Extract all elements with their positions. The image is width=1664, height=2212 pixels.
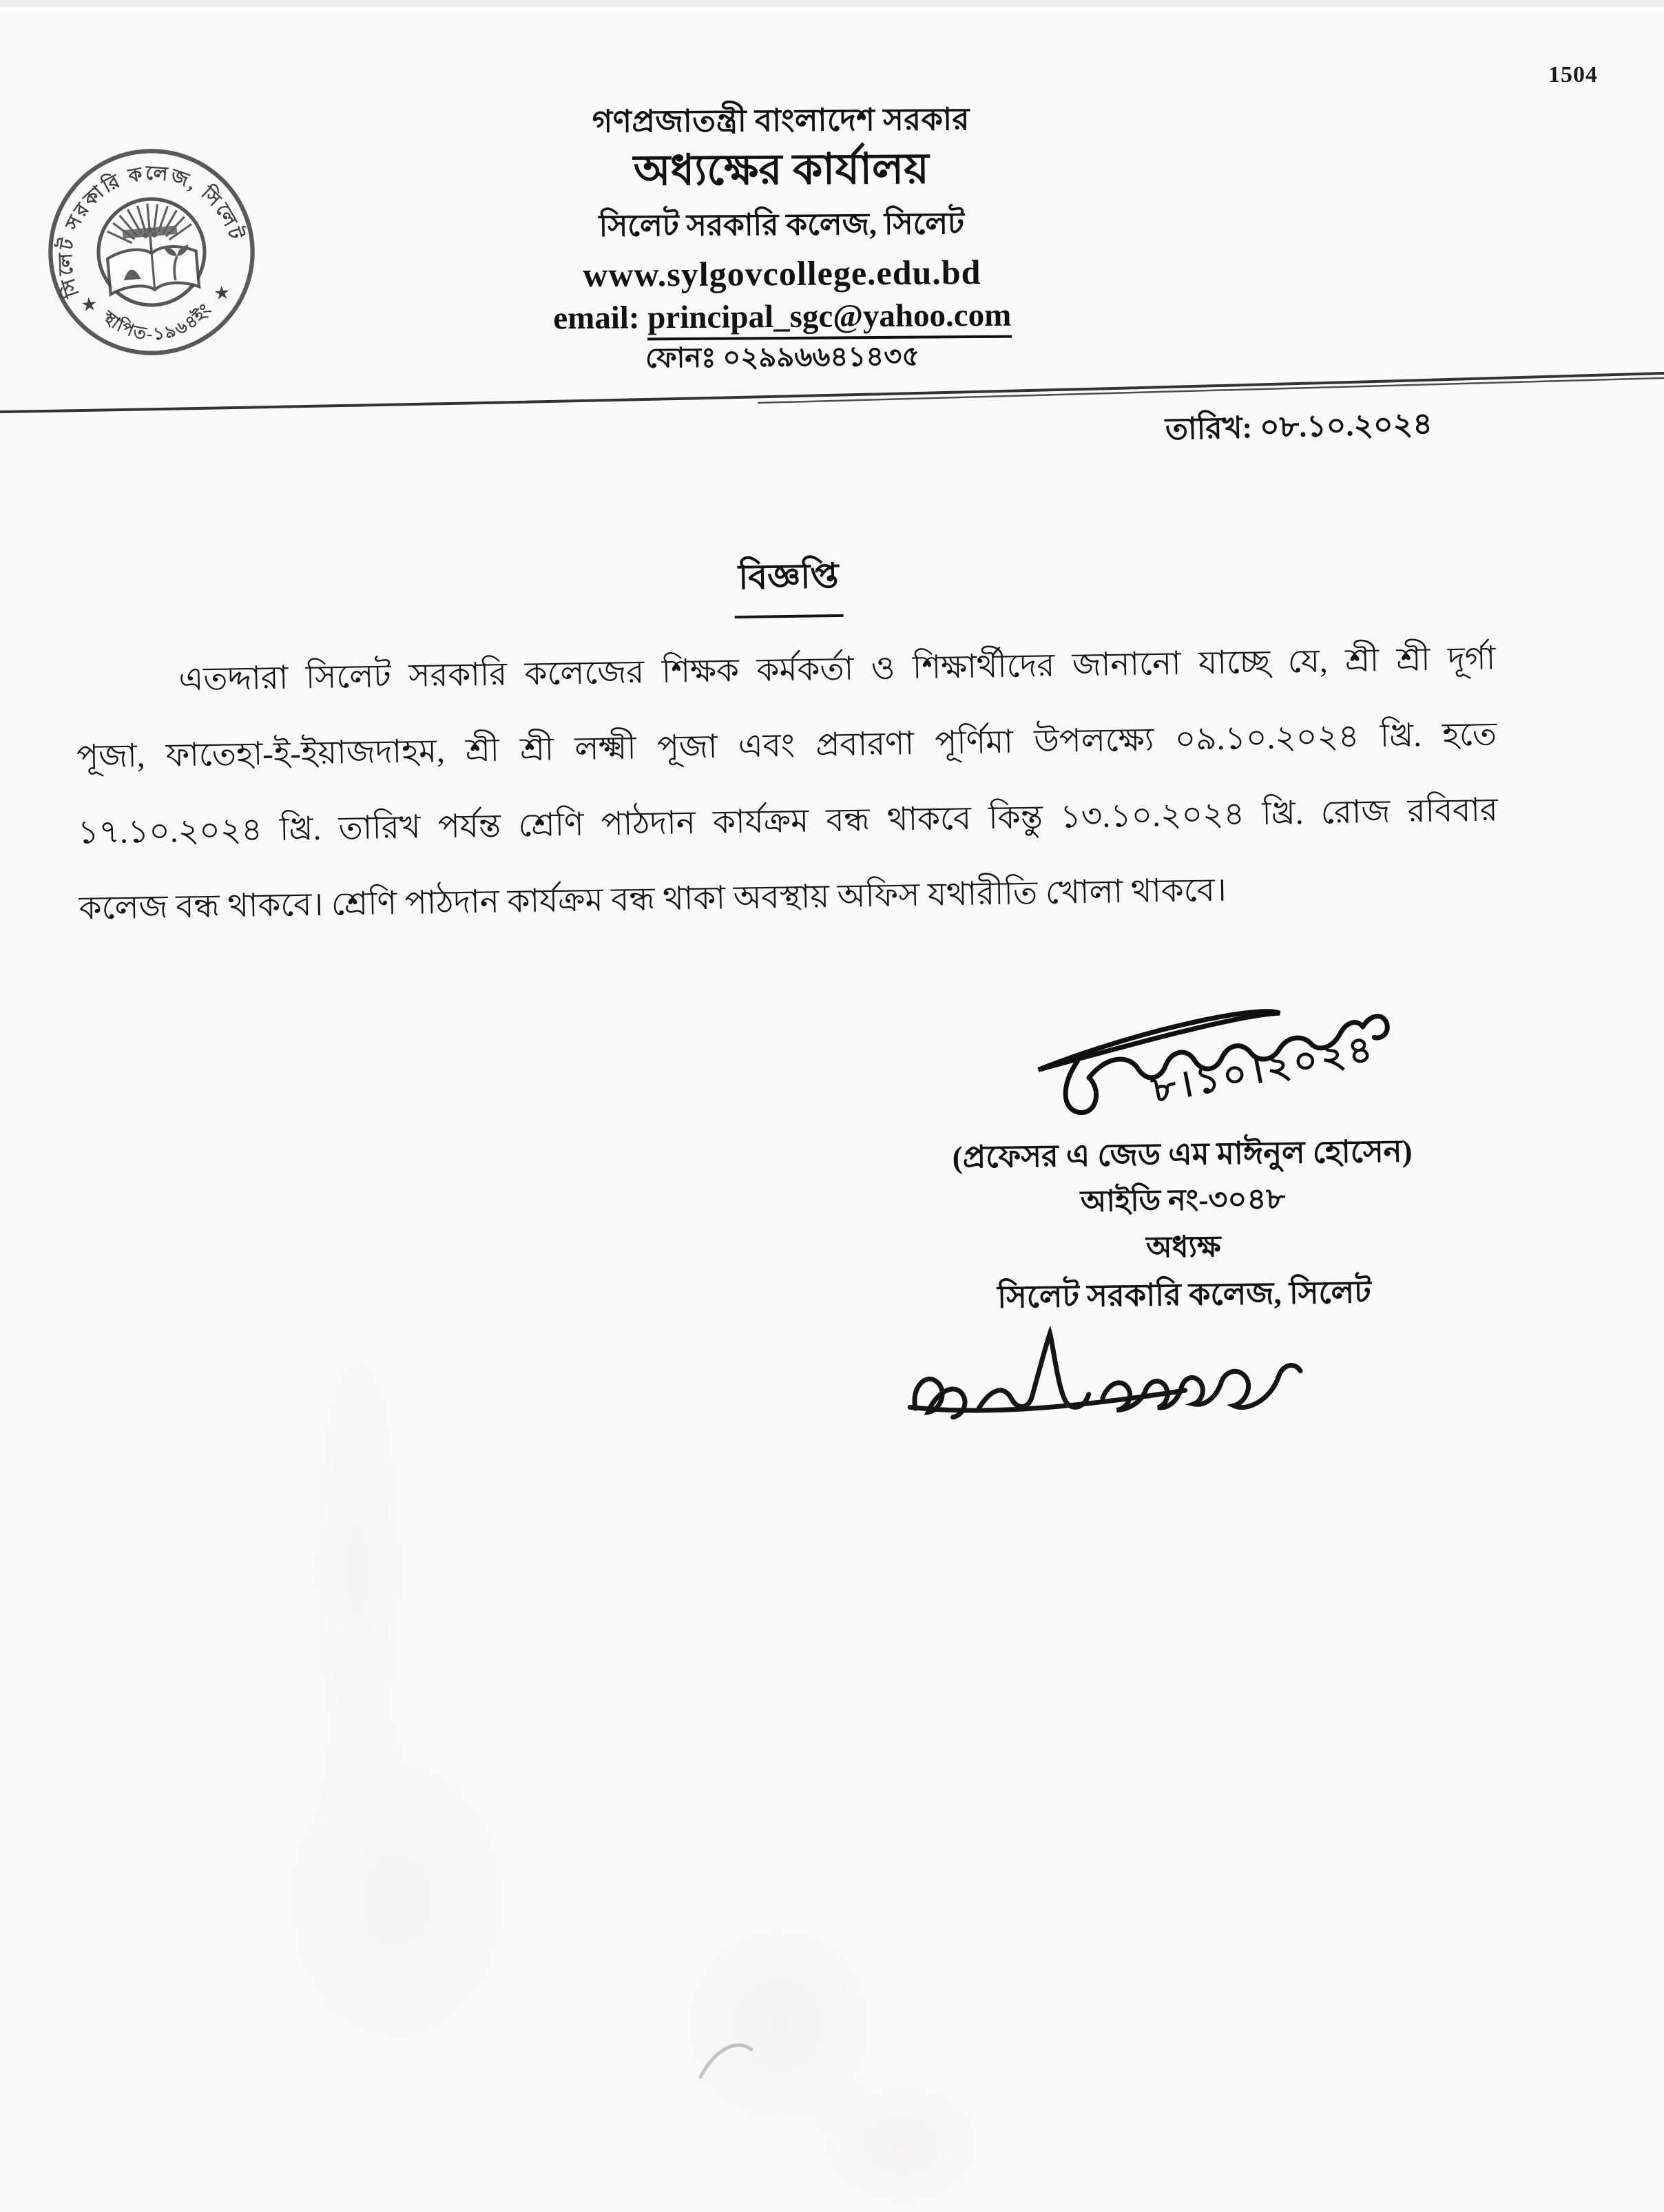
signatory-designation: অধ্যক্ষ [1145,1231,1222,1264]
email-address: principal_sgc@yahoo.com [647,298,1011,341]
letterhead [0,95,1564,383]
college-name: সিলেট সরকারি কলেজ, সিলেট [599,207,965,243]
scan-smudge [661,1901,895,2149]
notice-line: পূজা, ফাতেহা-ই-ইয়াজদাহম, শ্রী শ্রী লক্ষ্মী পূজা এবং প্রবারণা পূর্ণিমা উপলক্ষ্যে ০৯.১০.২০২৪ খ্রি. হতে [76,716,1497,775]
scan-smudge [248,1708,544,2094]
notice-line: ১৭.১০.২০২৪ খ্রি. তারিখ পর্যন্ত শ্রেণি পাঠদান কার্যক্রম বন্ধ থাকবে কিন্তু ১৩.১০.২০২৪ খ্রি. রোজ রবিবার [77,792,1499,851]
scan-smudge [296,1260,420,1880]
seal-established-text: স্থাপিত-১৯৬৪ইং [98,300,216,344]
notice-line: কলেজ বন্ধ থাকবে। শ্রেণি পাঠদান কার্যক্রম বন্ধ থাকা অবস্থায় অফিস যথারীতি খোলা থাকবে। [79,872,1227,927]
principal-signature-scribble [997,965,1450,1146]
seal-star-left-icon: ★ [80,293,99,317]
scan-smudge [799,2066,1006,2212]
scan-edge-shadow [0,0,1664,7]
signatory-institution: সিলেট সরকারি কলেজ, সিলেট [997,1275,1371,1315]
signatory-block [902,1127,1464,1322]
government-title: গণপ্রজাতন্ত্রী বাংলাদেশ সরকার [592,102,970,139]
date-line: তারিখ: ০৮.১০.২০২৪ [1165,406,1433,447]
phone-line: ফোনঃ ০২৯৯৬৬৪১৪৩৫ [645,340,920,374]
secondary-signature-scribble [893,1295,1317,1454]
scan-pencil-mark [692,2032,775,2094]
signatory-id: আইডি নং-৩০৪৮ [1080,1182,1286,1219]
notice-line: এতদ্দারা সিলেট সরকারি কলেজের শিক্ষক কর্মকর্তা ও শিক্ষার্থীদের জানানো যাচ্ছে যে, শ্রী শ্রী দূর্গা [178,640,1496,698]
page-number: 1504 [1548,62,1598,87]
notice-title-wrap [0,540,1578,629]
handwritten-date: ৮।১০।২০২৪ [1148,1027,1379,1112]
notice-title: বিজ্ঞপ্তি [734,550,844,618]
signatory-name: (প্রফেসর এ জেড এম মাঈনুল হোসেন) [952,1134,1413,1175]
website-url: www.sylgovcollege.edu.bd [583,252,981,295]
seal-star-right-icon: ★ [212,282,231,305]
office-title: অধ্যক্ষের কার্যালয় [633,145,930,195]
notice-body [75,620,1500,946]
email-label: email: [553,300,648,337]
seal-ring-text: সিলেট সরকারি কলেজ, সিলেট [54,163,247,300]
